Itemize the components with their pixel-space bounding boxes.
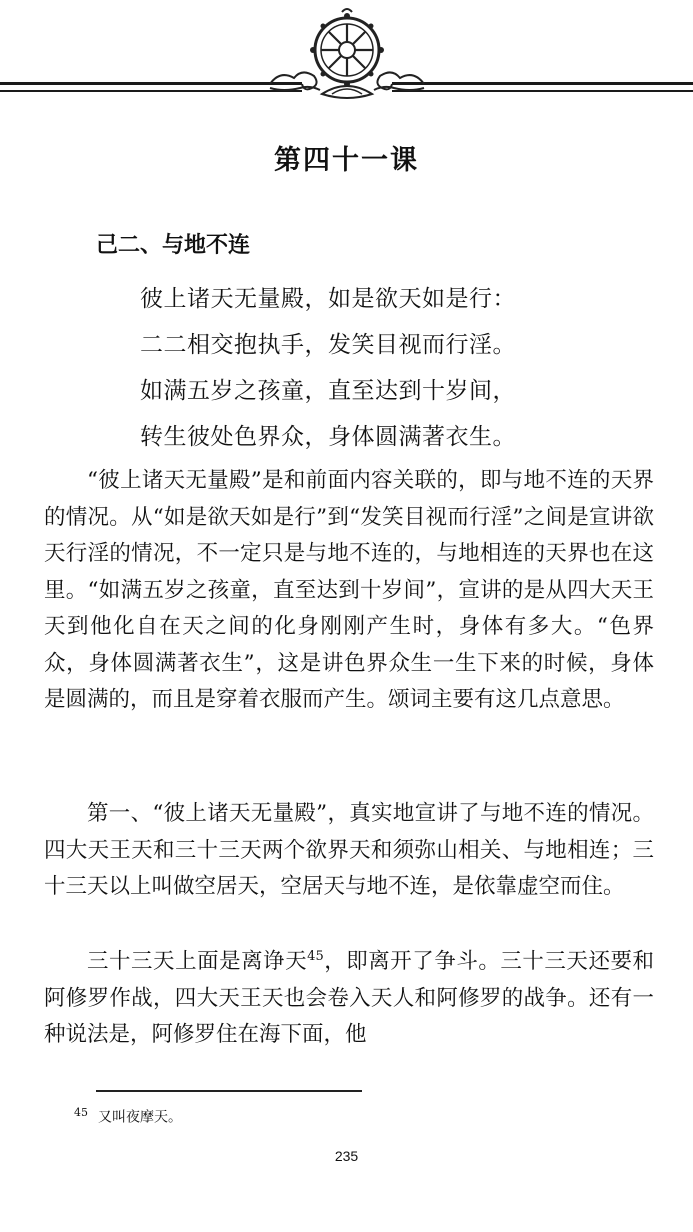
verse-line: 如满五岁之孩童，直至达到十岁间， (140, 378, 516, 404)
footnote (74, 1106, 182, 1127)
footnote-divider (96, 1090, 362, 1092)
lesson-title: 第四十一课 (274, 145, 419, 176)
verse-line: 二二相交抱执手，发笑目视而行淫。 (140, 332, 516, 358)
page-number: 235 (334, 1148, 359, 1164)
verse-line: 彼上诸天无量殿，如是欲天如是行： (140, 286, 516, 312)
footnote-text: 又叫夜摩天。 (98, 1109, 182, 1126)
paragraph-text: 三十三天上面是离诤天 (87, 949, 308, 974)
section-heading: 己二、与地不连 (96, 233, 251, 258)
footnote-reference[interactable]: 45 (307, 948, 324, 964)
body-paragraph: 第一、“彼上诸天无量殿”，真实地宣讲了与地不连的情况。四大天王天和三十三天两个欲界天和须弥山相关、与地相连；三十三天以上叫做空居天，空居天与地不连，是依靠虚空而住。 (44, 801, 654, 899)
footnote-number: 45 (74, 1106, 88, 1119)
body-paragraph (44, 944, 654, 1054)
dharma-wheel-icon (262, 8, 432, 104)
verse-line: 转生彼处色界众，身体圆满著衣生。 (140, 424, 516, 450)
body-paragraph: “彼上诸天无量殿”是和前面内容关联的，即与地不连的天界的情况。从“如是欲天如是行”到“发笑目视而行淫”之间是宣讲欲天行淫的情况，不一定只是与地不连的，与地相连的天界也在这里。“如满五岁之孩童，直至达到十岁间”，宣讲的是从四大天王天到他化自在天之间的化身刚刚产生时，身体有多大。“色界众，身体圆满著衣生”，这是讲色界众生一生下来的时候，身体是圆满的，而且是穿着衣服而产生。颂词主要有这几点意思。 (44, 468, 654, 712)
paragraph-text: ，即离开了争斗。三十三天还要和阿修罗作战，四大天王天也会卷入天人和阿修罗的战争。还有一种说法是，阿修罗住在海下面，他 (44, 949, 654, 1047)
